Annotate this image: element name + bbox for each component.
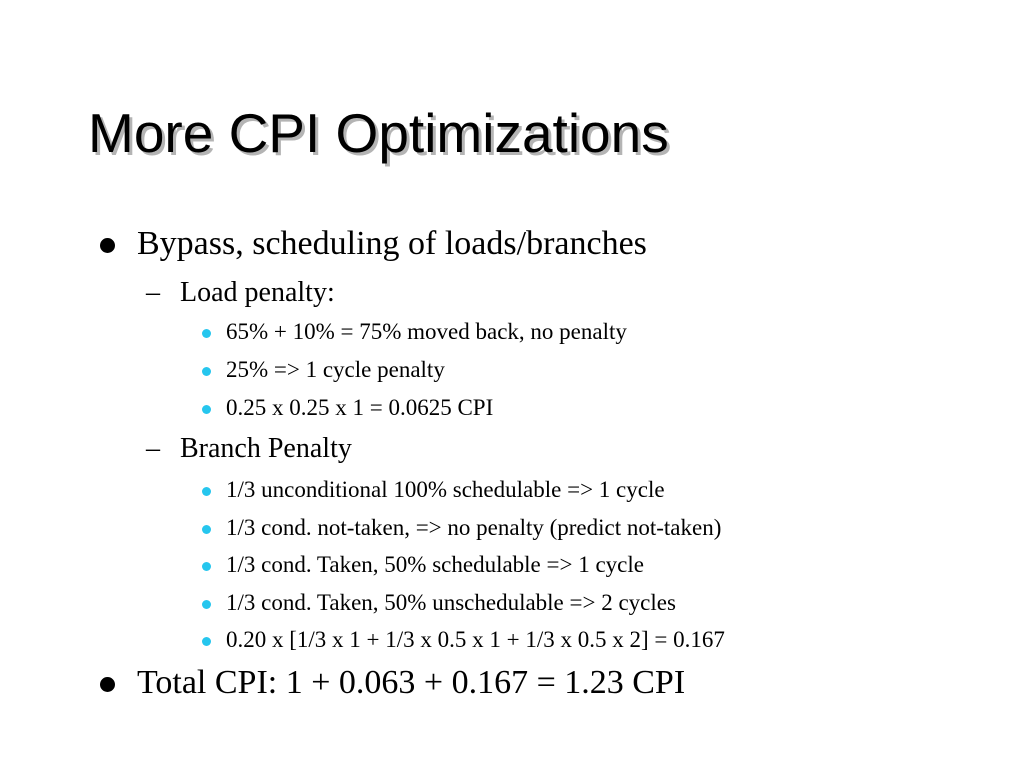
sub-point-text: 1/3 unconditional 100% schedulable => 1 cycle xyxy=(226,477,665,502)
sub-point-text: 1/3 cond. Taken, 50% schedulable => 1 cycle xyxy=(226,552,644,577)
sub-bullet-dot-icon xyxy=(202,405,211,414)
bullet-dot-icon xyxy=(100,238,115,253)
sub-item-text: Load penalty: xyxy=(180,277,335,308)
sub-point-text: 1/3 cond. not-taken, => no penalty (predict not-taken) xyxy=(226,515,722,540)
sub-point-text: 25% => 1 cycle penalty xyxy=(226,357,445,382)
bullet-dot-icon xyxy=(100,677,115,692)
sub-point-text: 0.20 x [1/3 x 1 + 1/3 x 0.5 x 1 + 1/3 x 0.5 x 2] = 0.167 xyxy=(226,627,725,652)
bullet-text: Total CPI: 1 + 0.063 + 0.167 = 1.23 CPI xyxy=(137,664,686,701)
sub-point-text: 0.25 x 0.25 x 1 = 0.0625 CPI xyxy=(226,395,494,420)
sub-item-text: Branch Penalty xyxy=(180,433,352,464)
sub-point-text: 65% + 10% = 75% moved back, no penalty xyxy=(226,319,627,344)
sub-bullet-dot-icon xyxy=(202,562,211,571)
sub-bullet-dot-icon xyxy=(202,329,211,338)
sub-bullet-dot-icon xyxy=(202,487,211,496)
dash-marker: – xyxy=(146,277,160,308)
sub-bullet-dot-icon xyxy=(202,600,211,609)
sub-bullet-dot-icon xyxy=(202,367,211,376)
dash-marker: – xyxy=(146,433,160,464)
slide-title: More CPI Optimizations xyxy=(88,102,669,164)
bullet-text: Bypass, scheduling of loads/branches xyxy=(137,225,647,262)
sub-point-text: 1/3 cond. Taken, 50% unschedulable => 2 cycles xyxy=(226,590,676,615)
sub-bullet-dot-icon xyxy=(202,525,211,534)
sub-bullet-dot-icon xyxy=(202,637,211,646)
